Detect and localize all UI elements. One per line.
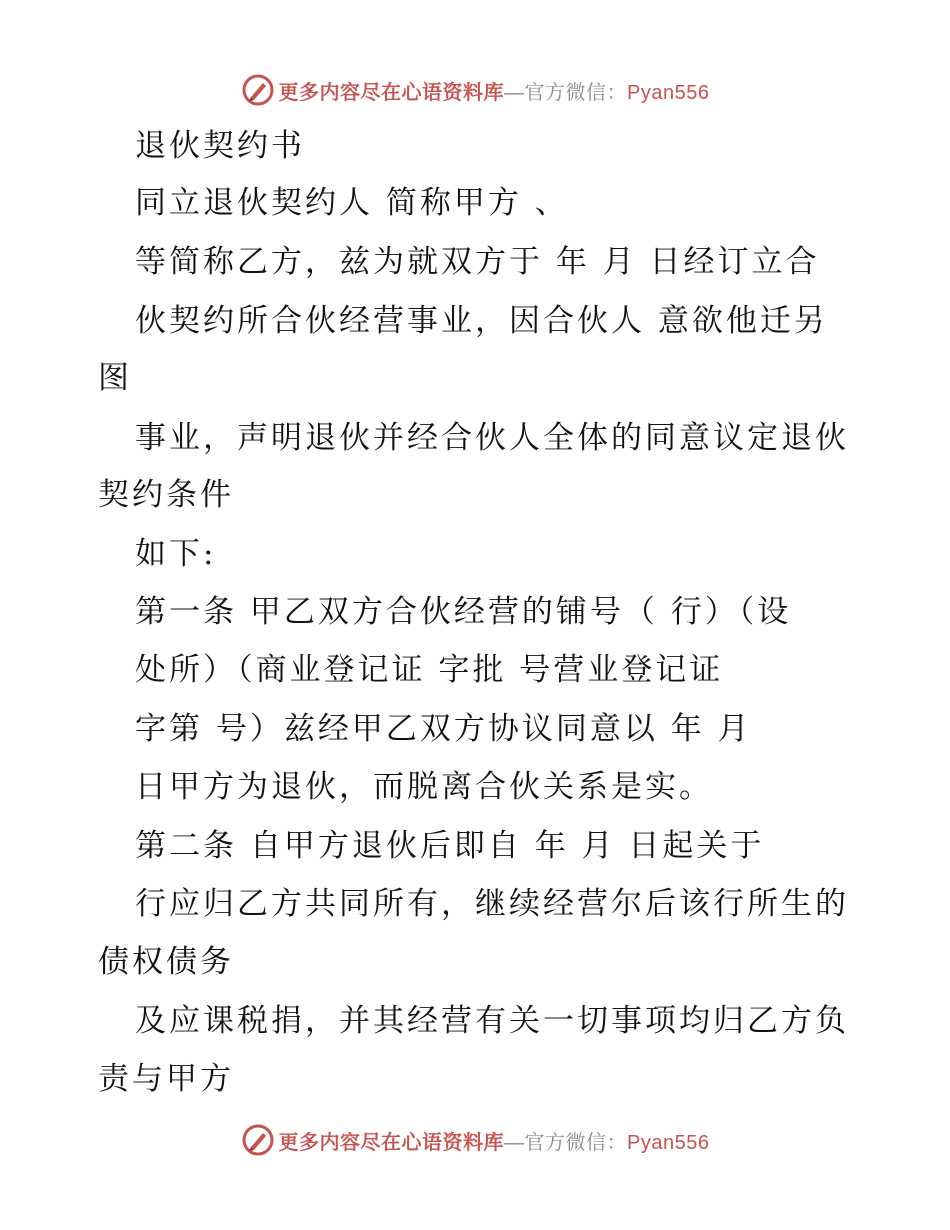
banner-gray-text: —官方微信： bbox=[504, 1131, 628, 1154]
doc-line: 责与甲方 bbox=[98, 1061, 234, 1097]
doc-line: 处所）（商业登记证 字批 号营业登记证 bbox=[135, 652, 724, 688]
header-banner bbox=[0, 68, 950, 112]
banner-content bbox=[241, 73, 710, 107]
banner-content bbox=[241, 1123, 710, 1157]
doc-line: 行应归乙方共同所有，继续经营尔后该行所生的 bbox=[135, 886, 849, 922]
banner-text bbox=[279, 1126, 710, 1155]
doc-line: 事业，声明退伙并经合伙人全体的同意议定退伙 bbox=[135, 420, 849, 456]
banner-text bbox=[279, 76, 710, 105]
banner-wechat-id: Pyan556 bbox=[627, 81, 710, 104]
doc-line: 及应课税捐，并其经营有关一切事项均归乙方负 bbox=[135, 1003, 849, 1039]
pen-logo-icon bbox=[241, 1123, 275, 1157]
pen-logo-icon bbox=[241, 73, 275, 107]
doc-line: 同立退伙契约人 简称甲方 、 bbox=[135, 185, 569, 221]
doc-line: 契约条件 bbox=[98, 477, 234, 513]
banner-red-text: 更多内容尽在心语资料库 bbox=[278, 81, 505, 104]
doc-line: 图 bbox=[98, 360, 132, 396]
doc-line: 日甲方为退伙，而脱离合伙关系是实。 bbox=[135, 769, 713, 805]
doc-line: 第一条 甲乙双方合伙经营的铺号（ 行）（设 bbox=[135, 594, 792, 630]
doc-line: 等简称乙方，兹为就双方于 年 月 日经订立合 bbox=[135, 244, 820, 280]
banner-red-text: 更多内容尽在心语资料库 bbox=[278, 1131, 505, 1154]
doc-line: 如下: bbox=[135, 536, 217, 572]
doc-line: 债权债务 bbox=[98, 944, 234, 980]
doc-line: 第二条 自甲方退伙后即自 年 月 日起关于 bbox=[135, 828, 765, 864]
banner-gray-text: —官方微信： bbox=[504, 81, 628, 104]
footer-banner bbox=[0, 1118, 950, 1162]
doc-line: 伙契约所合伙经营事业，因合伙人 意欲他迁另 bbox=[135, 303, 828, 339]
doc-line: 字第 号）兹经甲乙双方协议同意以 年 月 bbox=[135, 711, 752, 747]
banner-wechat-id: Pyan556 bbox=[627, 1131, 710, 1154]
doc-title: 退伙契约书 bbox=[135, 128, 305, 164]
